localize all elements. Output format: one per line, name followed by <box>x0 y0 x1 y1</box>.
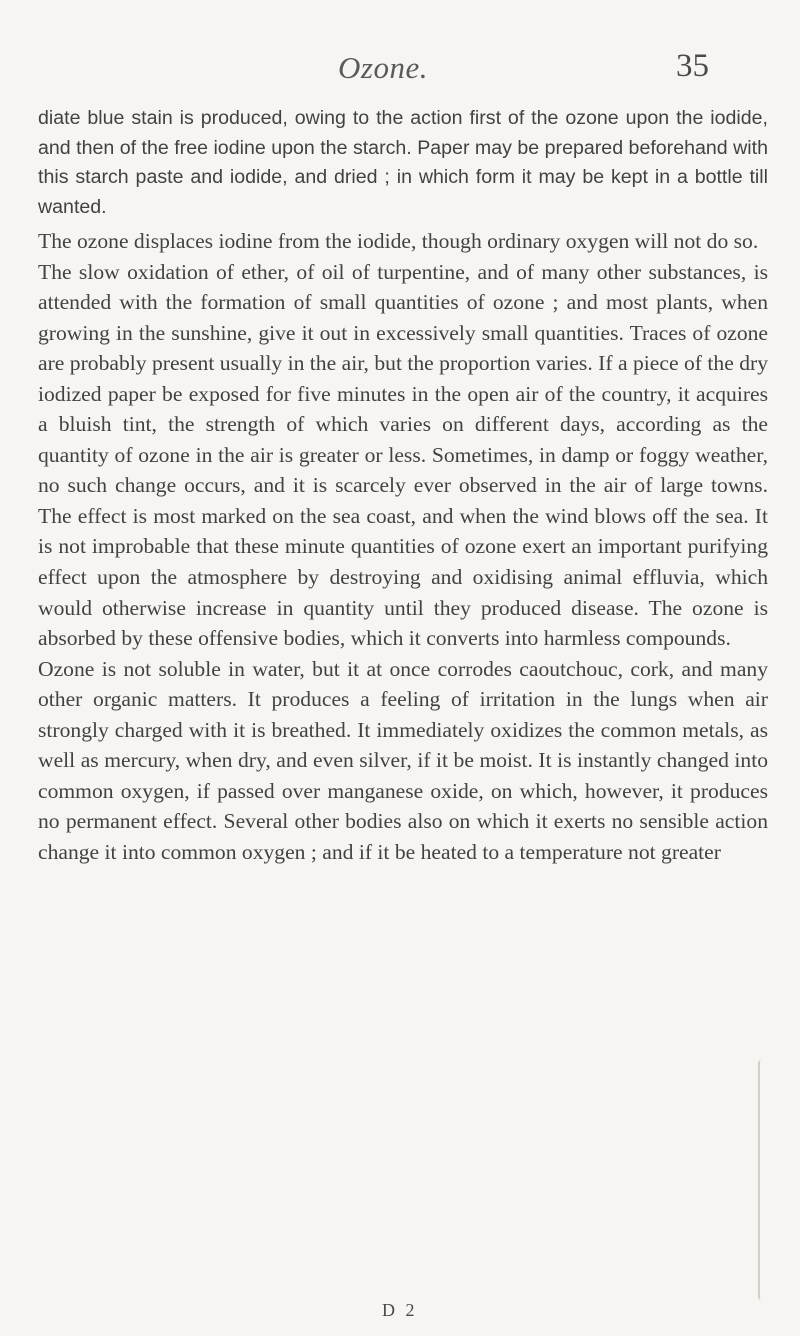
page-number: 35 <box>676 48 709 84</box>
paragraph-slow-oxidation: The slow oxidation of ether, of oil of turpentine, and of many other substances, is attended with the formation of small quantities of ozone ; and most plants, when growing in the sunshine, give it out in excessively small quantities. Traces of ozone are probably present usually in the air, but the proportion varies. If a piece of the dry iodized paper be exposed for five minutes in the open air of the country, it acquires a bluish tint, the strength of which varies on different days, according as the quantity of ozone in the air is greater or less. Sometimes, in damp or foggy weather, no such change occurs, and it is scarcely ever observed in the air of large towns. The effect is most marked on the sea coast, and when the wind blows off the sea. It is not improbable that these minute quantities of ozone exert an important purifying effect upon the atmosphere by destroying and oxidising animal effluvia, which would otherwise increase in quantity until they produced disease. The ozone is absorbed by these offensive bodies, which it converts into harmless compounds. <box>38 259 768 651</box>
running-head <box>0 40 800 90</box>
signature-mark: D 2 <box>382 1300 418 1320</box>
body-text <box>38 104 768 867</box>
running-title: Ozone. <box>338 50 428 85</box>
paragraph-ozone-displaces-iodine: The ozone displaces iodine from the iodide, though ordinary oxygen will not do so. <box>38 229 759 253</box>
paragraph-continuation: diate blue stain is produced, owing to the action first of the ozone upon the iodide, and then of the free iodine upon the starch. Paper may be prepared beforehand with this starch paste and iodide, and dried ; in which form it may be kept in a bottle till wanted. <box>38 107 768 218</box>
paragraph-ozone-not-soluble: Ozone is not soluble in water, but it at once corrodes caoutchouc, cork, and many other organic matters. It produces a feeling of irritation in the lungs when air strongly charged with it is breathed. It immediately oxidizes the common metals, as well as mercury, when dry, and even silver, if it be moist. It is instantly changed into common oxygen, if passed over manganese oxide, on which, however, it produces no permanent effect. Several other bodies also on which it exerts no sensible action change it into common oxygen ; and if it be heated to a temperature not greater <box>38 656 768 864</box>
page-edge-mark <box>758 1060 766 1300</box>
